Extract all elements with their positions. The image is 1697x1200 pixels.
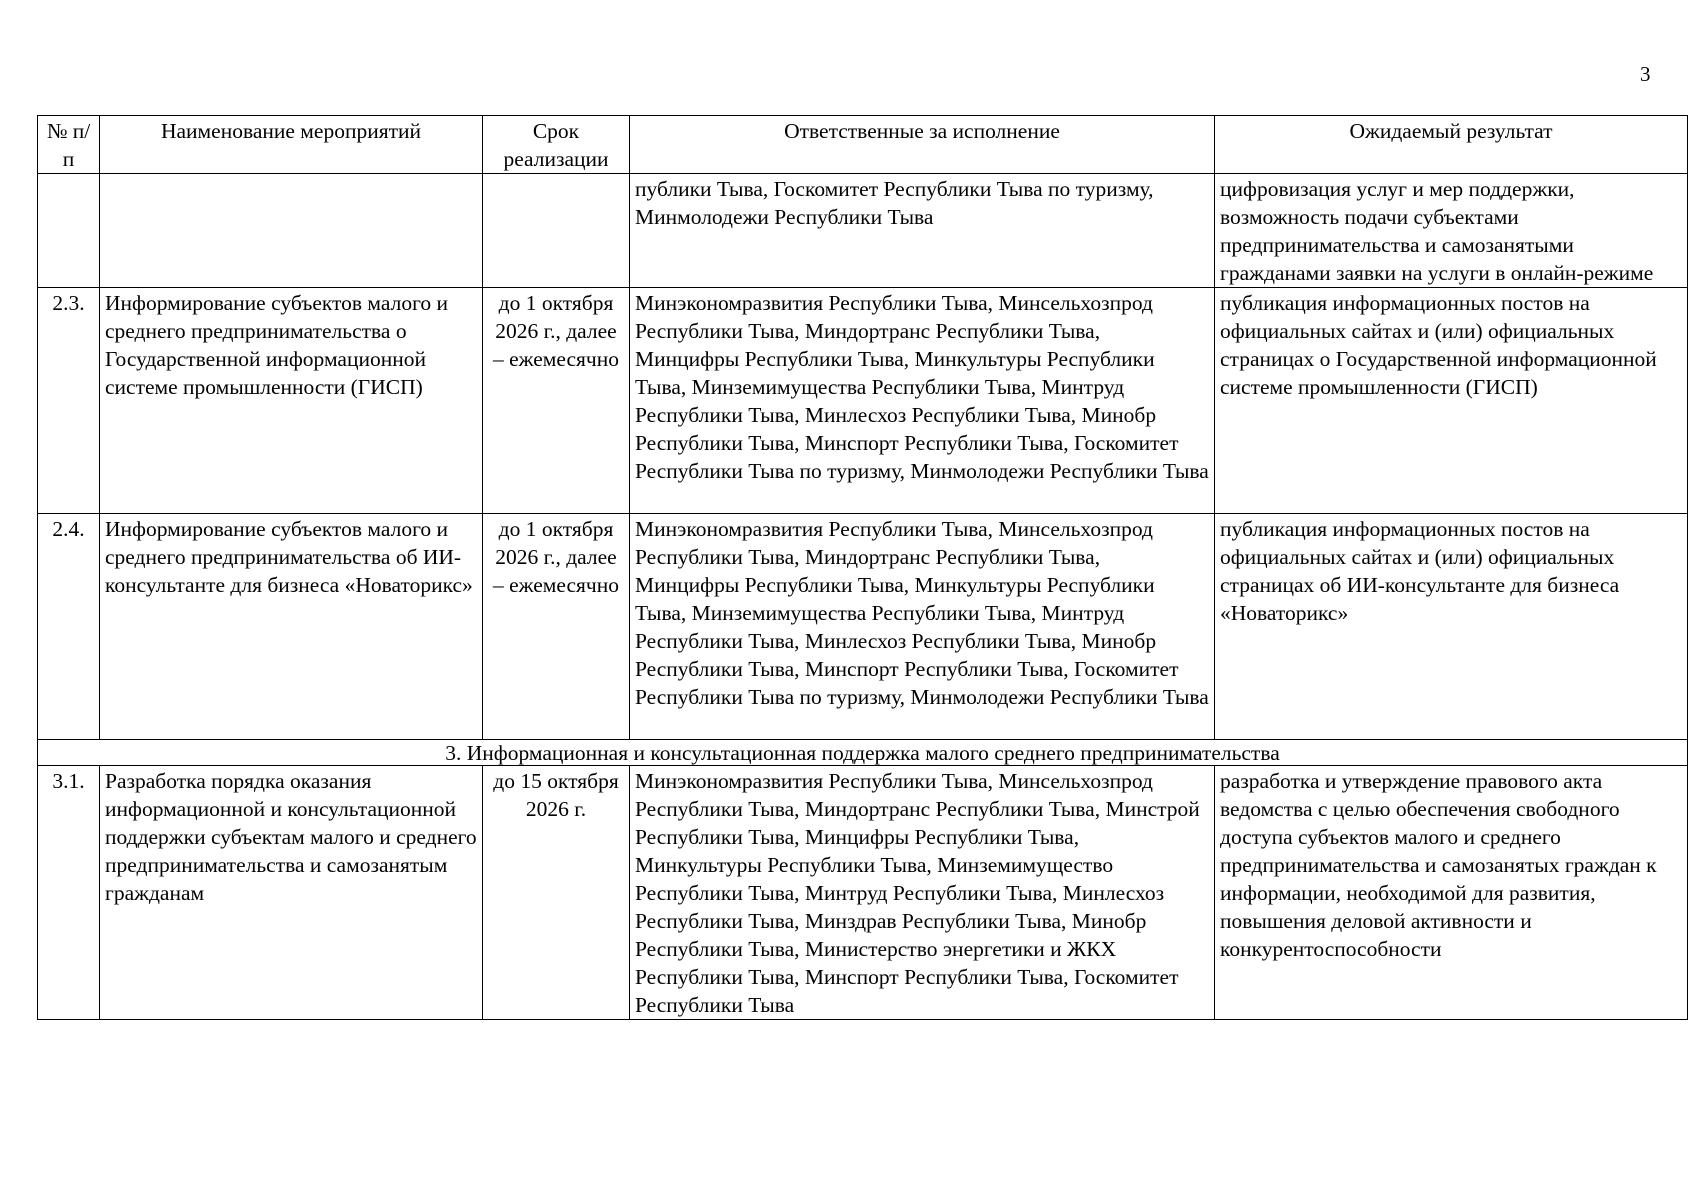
table-row-3-1	[38, 766, 1688, 1020]
header-name: Наименование мероприятий	[100, 116, 483, 174]
cell-num: 2.3.	[38, 288, 100, 514]
cell-name: Информирование субъектов малого и среднего предпринимательства о Государственной информационной системе промышленности (ГИСП)	[100, 288, 483, 514]
cell-result: публикация информационных постов на официальных сайтах и (или) официальных страницах об ИИ-консультанте для бизнеса «Новаторикс»	[1215, 514, 1688, 740]
page-number: 3	[1640, 62, 1651, 86]
header-num: № п/п	[38, 116, 100, 174]
cell-term: до 1 октября 2026 г., далее – ежемесячно	[483, 514, 630, 740]
section-title: 3. Информационная и консультационная поддержка малого среднего предпринимательства	[38, 740, 1688, 766]
table-header-row	[38, 116, 1688, 174]
cell-term: до 1 октября 2026 г., далее – ежемесячно	[483, 288, 630, 514]
cell-num	[38, 174, 100, 288]
table-row-2-3	[38, 288, 1688, 514]
cell-name	[100, 174, 483, 288]
cell-responsible: Минэкономразвития Республики Тыва, Минсельхозпрод Республики Тыва, Миндортранс Республики Тыва, Минцифры Республики Тыва, Минкультуры Республики Тыва, Минземимущества Республики Тыва, Минтруд Республики Тыва, Минлесхоз Республики Тыва, Минобр Республики Тыва, Минспорт Республики Тыва, Госкомитет Республики Тыва по туризму, Минмолодежи Республики Тыва	[630, 288, 1215, 514]
cell-num: 3.1.	[38, 766, 100, 1020]
cell-responsible: Минэкономразвития Республики Тыва, Минсельхозпрод Республики Тыва, Миндортранс Республики Тыва, Минцифры Республики Тыва, Минкультуры Республики Тыва, Минземимущества Республики Тыва, Минтруд Республики Тыва, Минлесхоз Республики Тыва, Минобр Республики Тыва, Минспорт Республики Тыва, Госкомитет Республики Тыва по туризму, Минмолодежи Республики Тыва	[630, 514, 1215, 740]
header-term: Срок реализации	[483, 116, 630, 174]
cell-name: Информирование субъектов малого и среднего предпринимательства об ИИ-консультанте для бизнеса «Новаторикс»	[100, 514, 483, 740]
measures-table	[37, 115, 1688, 1020]
cell-result: разработка и утверждение правового акта ведомства с целью обеспечения свободного доступа субъектов малого и среднего предпринимательства и самозанятых граждан к информации, необходимой для развития, повышения деловой активности и конкурентоспособности	[1215, 766, 1688, 1020]
table-row-continuation	[38, 174, 1688, 288]
cell-result: публикация информационных постов на официальных сайтах и (или) официальных страницах о Государственной информационной системе промышленности (ГИСП)	[1215, 288, 1688, 514]
cell-term: до 15 октября 2026 г.	[483, 766, 630, 1020]
header-responsible: Ответственные за исполнение	[630, 116, 1215, 174]
cell-num: 2.4.	[38, 514, 100, 740]
cell-responsible: публики Тыва, Госкомитет Республики Тыва по туризму, Минмолодежи Республики Тыва	[630, 174, 1215, 288]
header-result: Ожидаемый результат	[1215, 116, 1688, 174]
cell-name: Разработка порядка оказания информационной и консультационной поддержки субъектам малого и среднего предпринимательства и самозанятым гражданам	[100, 766, 483, 1020]
section-row	[38, 740, 1688, 766]
table-row-2-4	[38, 514, 1688, 740]
cell-result: цифровизация услуг и мер поддержки, возможность подачи субъектами предпринимательства и самозанятыми гражданами заявки на услуги в онлайн-режиме	[1215, 174, 1688, 288]
cell-responsible: Минэкономразвития Республики Тыва, Минсельхозпрод Республики Тыва, Миндортранс Республики Тыва, Минстрой Республики Тыва, Минцифры Республики Тыва, Минкультуры Республики Тыва, Минземимущество Республики Тыва, Минтруд Республики Тыва, Минлесхоз Республики Тыва, Минздрав Республики Тыва, Минобр Республики Тыва, Министерство энергетики и ЖКХ Республики Тыва, Минспорт Республики Тыва, Госкомитет Республики Тыва	[630, 766, 1215, 1020]
cell-term	[483, 174, 630, 288]
